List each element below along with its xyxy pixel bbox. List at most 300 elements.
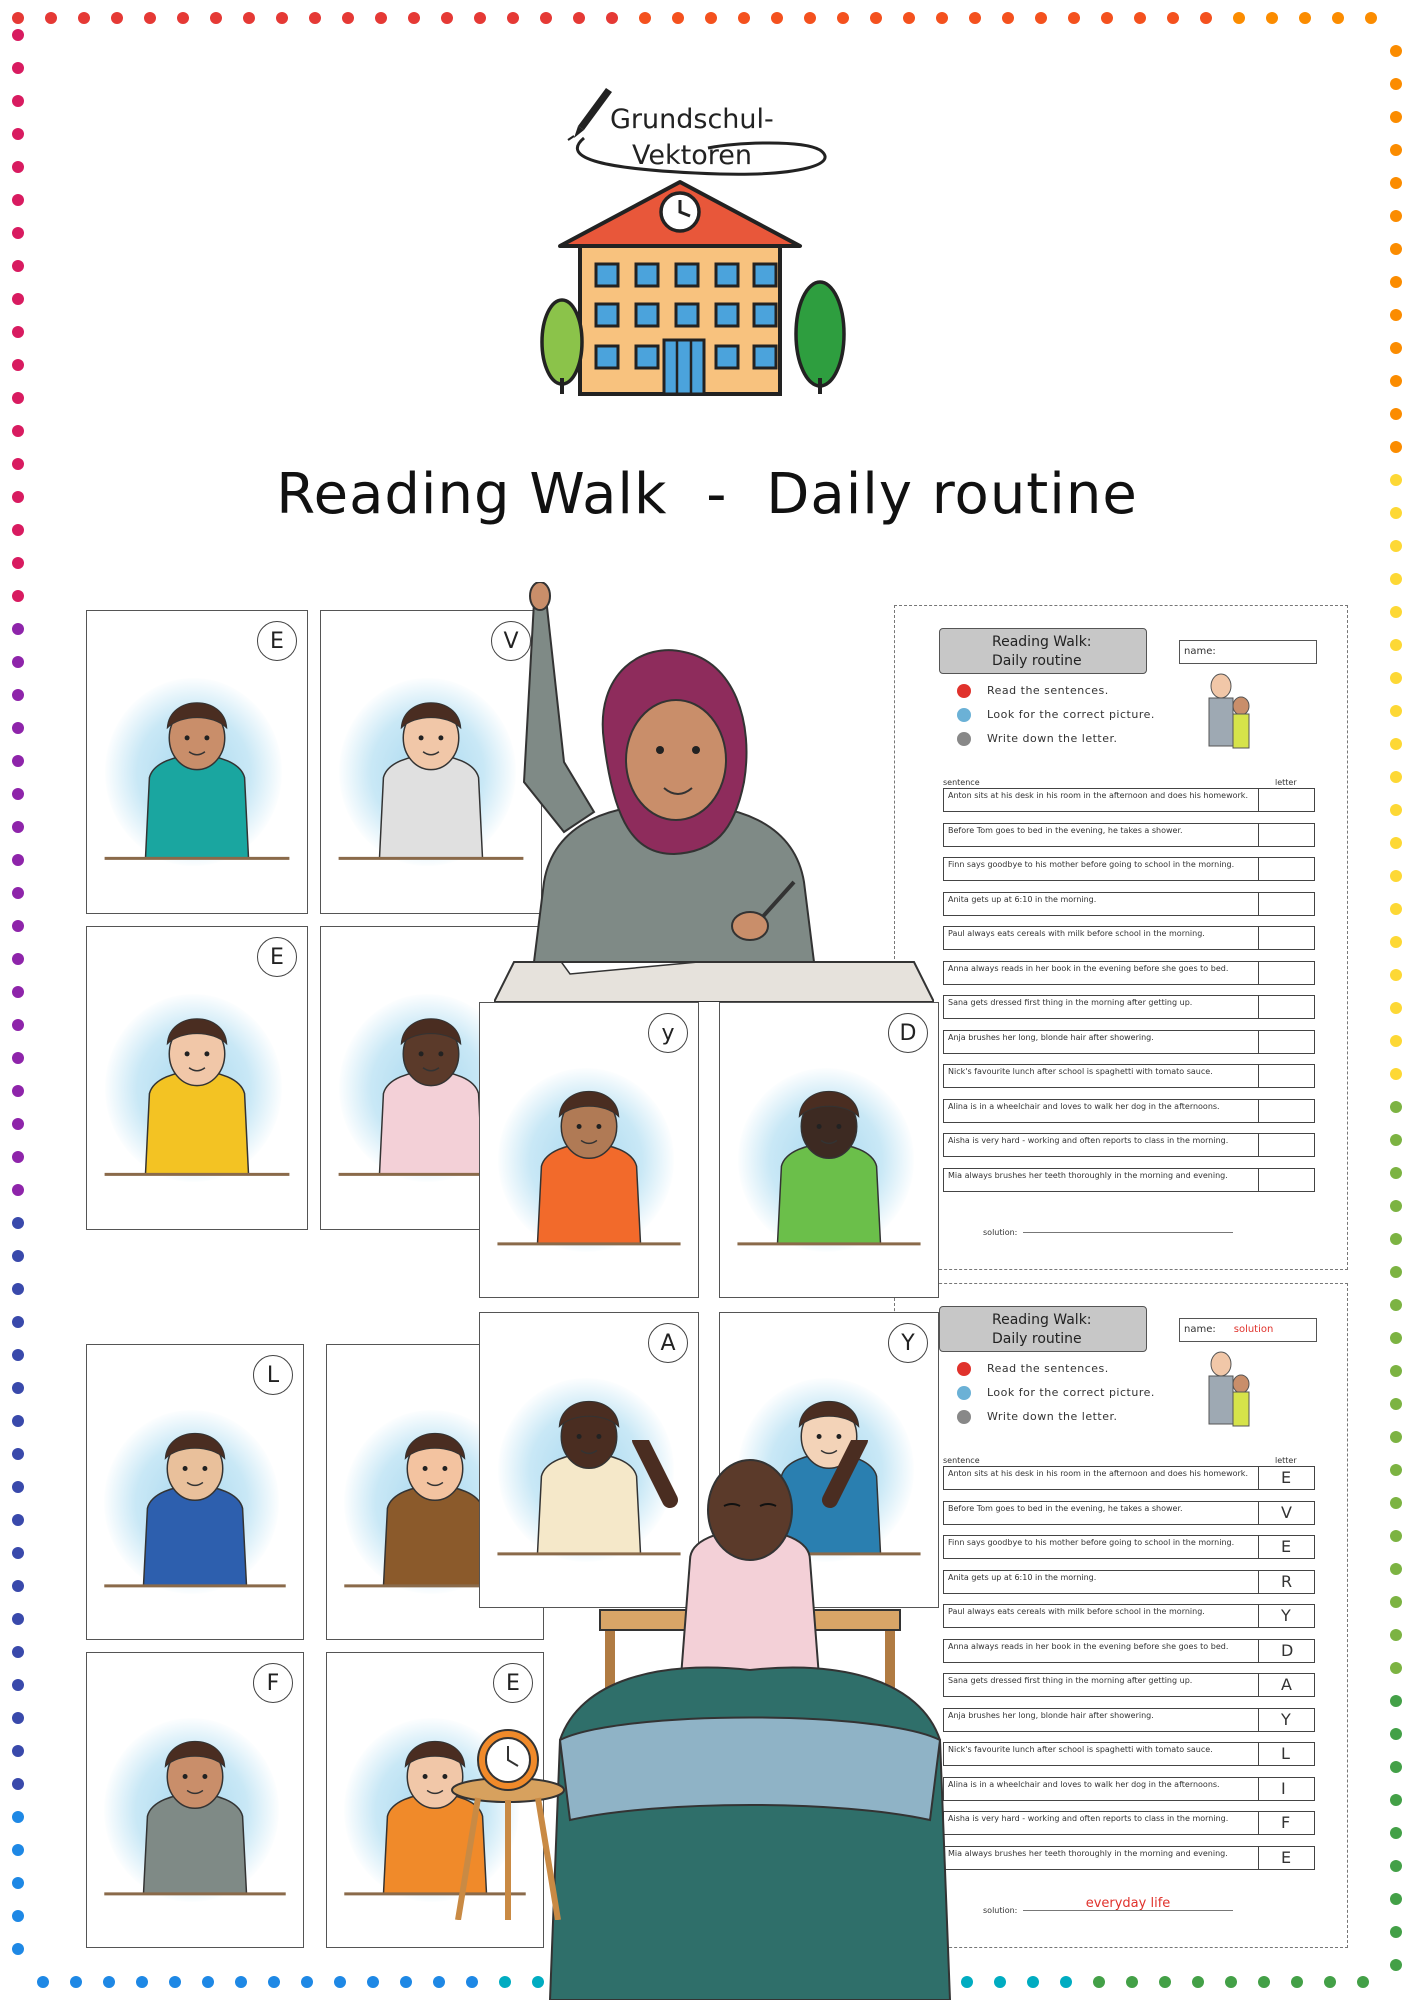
border-dot bbox=[1126, 1976, 1138, 1988]
sentence-text: Before Tom goes to bed in the evening, he takes a shower. bbox=[948, 1503, 1183, 1513]
border-dot bbox=[202, 1976, 214, 1988]
border-dot bbox=[12, 161, 24, 173]
name-field[interactable] bbox=[1179, 640, 1317, 664]
letter-cell[interactable] bbox=[1258, 789, 1314, 811]
sentence-text: Anton sits at his desk in his room in the afternoon and does his homework. bbox=[948, 791, 1248, 800]
girl-waking-up-illustration bbox=[540, 1440, 960, 2000]
border-dot bbox=[12, 1580, 24, 1592]
letter-cell[interactable]: L bbox=[1258, 1743, 1314, 1765]
letter-cell[interactable] bbox=[1258, 893, 1314, 915]
sentence-row bbox=[943, 857, 1315, 881]
border-dot bbox=[1101, 12, 1113, 24]
border-dot bbox=[12, 1514, 24, 1526]
border-dot bbox=[1390, 1464, 1402, 1476]
border-dot bbox=[12, 293, 24, 305]
border-dot bbox=[1060, 1976, 1072, 1988]
letter-cell[interactable]: Y bbox=[1258, 1605, 1314, 1627]
border-dot bbox=[1390, 1827, 1402, 1839]
border-dot bbox=[12, 425, 24, 437]
solution-mark: solution bbox=[1233, 1324, 1274, 1335]
border-dot bbox=[169, 1976, 181, 1988]
card-letter-badge: V bbox=[491, 621, 531, 661]
border-dot bbox=[12, 590, 24, 602]
sentence-text: Finn says goodbye to his mother before going to school in the morning. bbox=[948, 860, 1235, 869]
border-dot bbox=[1390, 1101, 1402, 1113]
border-dot bbox=[12, 1778, 24, 1790]
letter-cell[interactable]: A bbox=[1258, 1674, 1314, 1696]
sentence-row bbox=[943, 1099, 1315, 1123]
border-dot bbox=[12, 1877, 24, 1889]
border-dot bbox=[1390, 903, 1402, 915]
border-dot bbox=[870, 12, 882, 24]
letter-cell[interactable] bbox=[1258, 1169, 1314, 1191]
sentence-row bbox=[943, 1604, 1315, 1628]
border-dot bbox=[12, 1217, 24, 1229]
card-letter-badge: E bbox=[257, 621, 297, 661]
tree-left-icon bbox=[542, 300, 582, 394]
sentence-row bbox=[943, 1673, 1315, 1697]
letter-cell[interactable] bbox=[1258, 1134, 1314, 1156]
instruction-text: Read the sentences. bbox=[987, 684, 1109, 697]
sentence-text: Mia always brushes her teeth thoroughly in the morning and evening. bbox=[948, 1848, 1228, 1858]
border-dot bbox=[1390, 177, 1402, 189]
letter-column-header: letter bbox=[1275, 1456, 1297, 1465]
logo-line1: Grundschul- bbox=[610, 104, 774, 135]
letter-cell[interactable] bbox=[1258, 1065, 1314, 1087]
border-dot bbox=[1390, 1728, 1402, 1740]
solution-field[interactable] bbox=[1023, 1218, 1233, 1233]
border-dot bbox=[969, 12, 981, 24]
border-dot bbox=[103, 1976, 115, 1988]
worksheet-heading-line1: Reading Walk: bbox=[992, 634, 1092, 650]
sentence-row bbox=[943, 1535, 1315, 1559]
title-dash: - bbox=[706, 462, 728, 527]
border-dot bbox=[1390, 1563, 1402, 1575]
border-dot bbox=[771, 12, 783, 24]
name-label: name: bbox=[1184, 1324, 1216, 1335]
border-dot bbox=[12, 1481, 24, 1493]
border-dot bbox=[70, 1976, 82, 1988]
mother-child-icon bbox=[1195, 672, 1265, 764]
worksheet-solution bbox=[894, 1283, 1348, 1948]
worksheet-heading-line1: Reading Walk: bbox=[992, 1312, 1092, 1328]
border-dot bbox=[1390, 1002, 1402, 1014]
sentence-row bbox=[943, 1777, 1315, 1801]
border-dot bbox=[1390, 1662, 1402, 1674]
border-dot bbox=[1390, 573, 1402, 585]
sentence-text: Anita gets up at 6:10 in the morning. bbox=[948, 894, 1097, 904]
sentence-row bbox=[943, 1030, 1315, 1054]
sentence-row bbox=[943, 1846, 1315, 1870]
sentence-text: Anna always reads in her book in the evening before she goes to bed. bbox=[948, 963, 1229, 973]
border-dot bbox=[12, 359, 24, 371]
border-dot bbox=[12, 194, 24, 206]
tree-right-icon bbox=[796, 282, 844, 394]
border-dot bbox=[1390, 375, 1402, 387]
card-letter-badge: A bbox=[648, 1323, 688, 1363]
border-dot bbox=[1390, 1167, 1402, 1179]
border-dot bbox=[210, 12, 222, 24]
border-dot bbox=[1390, 1893, 1402, 1905]
border-dot bbox=[1390, 1629, 1402, 1641]
border-dot bbox=[375, 12, 387, 24]
border-dot bbox=[1390, 210, 1402, 222]
border-dot bbox=[408, 12, 420, 24]
girl-raising-hand-illustration bbox=[494, 582, 934, 1002]
alarm-clock-icon bbox=[448, 1720, 568, 1920]
sentence-row bbox=[943, 1064, 1315, 1088]
letter-cell[interactable]: R bbox=[1258, 1571, 1314, 1593]
sentence-text: Anja brushes her long, blonde hair after showering. bbox=[948, 1032, 1154, 1042]
card-letter-badge: F bbox=[253, 1663, 293, 1703]
border-dot bbox=[1390, 1398, 1402, 1410]
border-dot bbox=[12, 1382, 24, 1394]
border-dot bbox=[1390, 804, 1402, 816]
border-dot bbox=[1390, 1497, 1402, 1509]
border-dot bbox=[12, 1811, 24, 1823]
border-dot bbox=[12, 656, 24, 668]
magnifier-icon bbox=[955, 1384, 973, 1402]
card-letter-badge: E bbox=[257, 937, 297, 977]
border-dot bbox=[1134, 12, 1146, 24]
border-dot bbox=[1390, 1431, 1402, 1443]
border-dot bbox=[12, 1547, 24, 1559]
border-dot bbox=[1324, 1976, 1336, 1988]
border-dot bbox=[12, 1052, 24, 1064]
border-dot bbox=[136, 1976, 148, 1988]
border-dot bbox=[12, 128, 24, 140]
border-dot bbox=[1200, 12, 1212, 24]
instruction-text: Write down the letter. bbox=[987, 1410, 1118, 1423]
sentence-row bbox=[943, 926, 1315, 950]
border-dot bbox=[1390, 408, 1402, 420]
border-dot bbox=[1390, 870, 1402, 882]
letter-cell[interactable]: E bbox=[1258, 1536, 1314, 1558]
letter-column-header: letter bbox=[1275, 778, 1297, 787]
border-dot bbox=[1390, 771, 1402, 783]
letter-cell[interactable] bbox=[1258, 962, 1314, 984]
sentence-row bbox=[943, 1639, 1315, 1663]
border-dot bbox=[37, 1976, 49, 1988]
border-dot bbox=[1027, 1976, 1039, 1988]
border-dot bbox=[672, 12, 684, 24]
sentence-row bbox=[943, 1133, 1315, 1157]
sentence-text: Aisha is very hard - working and often reports to class in the morning. bbox=[948, 1136, 1229, 1145]
border-dot bbox=[1390, 837, 1402, 849]
border-dot bbox=[177, 12, 189, 24]
sentence-text: Nick's favourite lunch after school is spaghetti with tomato sauce. bbox=[948, 1067, 1213, 1076]
border-dot bbox=[1390, 1200, 1402, 1212]
border-dot bbox=[441, 12, 453, 24]
border-dot bbox=[1068, 12, 1080, 24]
border-dot bbox=[1390, 1761, 1402, 1773]
border-dot bbox=[12, 1316, 24, 1328]
letter-cell[interactable]: I bbox=[1258, 1778, 1314, 1800]
border-dot bbox=[12, 95, 24, 107]
border-dot bbox=[1390, 1134, 1402, 1146]
border-dot bbox=[12, 1151, 24, 1163]
border-dot bbox=[936, 12, 948, 24]
border-dot bbox=[12, 920, 24, 932]
border-dot bbox=[1390, 1299, 1402, 1311]
solution-field[interactable]: everyday life bbox=[1023, 1896, 1233, 1911]
worksheet-heading-line2: Daily routine bbox=[992, 1331, 1082, 1347]
card-letter-badge: D bbox=[888, 1013, 928, 1053]
border-dot bbox=[12, 953, 24, 965]
picture-card bbox=[719, 1002, 939, 1298]
border-dot bbox=[12, 1448, 24, 1460]
sentence-row bbox=[943, 1811, 1315, 1835]
border-dot bbox=[235, 1976, 247, 1988]
worksheet-heading bbox=[939, 628, 1147, 674]
border-dot bbox=[1266, 12, 1278, 24]
border-dot bbox=[499, 1976, 511, 1988]
border-dot bbox=[639, 12, 651, 24]
border-dot bbox=[466, 1976, 478, 1988]
border-dot bbox=[1332, 12, 1344, 24]
border-dot bbox=[12, 1349, 24, 1361]
border-dot bbox=[12, 854, 24, 866]
border-dot bbox=[474, 12, 486, 24]
border-dot bbox=[1035, 12, 1047, 24]
border-dot bbox=[1390, 1959, 1402, 1971]
border-dot bbox=[1291, 1976, 1303, 1988]
border-dot bbox=[12, 1943, 24, 1955]
border-dot bbox=[1390, 705, 1402, 717]
picture-card bbox=[479, 1002, 699, 1298]
border-dot bbox=[606, 12, 618, 24]
border-dot bbox=[1390, 1266, 1402, 1278]
border-dot bbox=[12, 1613, 24, 1625]
name-label: name: bbox=[1184, 646, 1216, 657]
border-dot bbox=[12, 260, 24, 272]
border-dot bbox=[1390, 1332, 1402, 1344]
letter-cell[interactable]: E bbox=[1258, 1467, 1314, 1489]
border-dot bbox=[12, 1250, 24, 1262]
border-dot bbox=[78, 12, 90, 24]
border-dot bbox=[12, 1745, 24, 1757]
sentence-text: Sana gets dressed first thing in the morning after getting up. bbox=[948, 998, 1193, 1007]
border-dot bbox=[12, 689, 24, 701]
pencil-icon bbox=[955, 1408, 973, 1426]
border-dot bbox=[12, 1118, 24, 1130]
border-dot bbox=[144, 12, 156, 24]
letter-cell[interactable] bbox=[1258, 1100, 1314, 1122]
instruction-text: Write down the letter. bbox=[987, 732, 1118, 745]
title-part1: Reading Walk bbox=[276, 462, 668, 527]
border-dot bbox=[1357, 1976, 1369, 1988]
sentence-text: Alina is in a wheelchair and loves to walk her dog in the afternoons. bbox=[948, 1779, 1220, 1789]
letter-cell[interactable] bbox=[1258, 996, 1314, 1018]
border-dot bbox=[1390, 738, 1402, 750]
page-title bbox=[0, 462, 1414, 527]
border-dot bbox=[1390, 78, 1402, 90]
border-dot bbox=[1390, 969, 1402, 981]
sentence-text: Finn says goodbye to his mother before going to school in the morning. bbox=[948, 1538, 1235, 1547]
solution-label: solution: bbox=[983, 1906, 1018, 1915]
border-dot bbox=[12, 29, 24, 41]
letter-cell[interactable]: D bbox=[1258, 1640, 1314, 1662]
sentence-row bbox=[943, 1570, 1315, 1594]
border-dot bbox=[1365, 12, 1377, 24]
border-dot bbox=[12, 1184, 24, 1196]
border-dot bbox=[12, 986, 24, 998]
border-dot bbox=[1390, 144, 1402, 156]
title-part2: Daily routine bbox=[766, 462, 1138, 527]
sentence-text: Mia always brushes her teeth thoroughly in the morning and evening. bbox=[948, 1170, 1228, 1180]
worksheet-blank bbox=[894, 605, 1348, 1270]
magnifier-icon bbox=[955, 706, 973, 724]
border-dot bbox=[961, 1976, 973, 1988]
border-dot bbox=[12, 1085, 24, 1097]
sentence-row bbox=[943, 892, 1315, 916]
border-dot bbox=[1390, 1596, 1402, 1608]
card-letter-badge: E bbox=[493, 1663, 533, 1703]
sentence-text: Anja brushes her long, blonde hair after showering. bbox=[948, 1710, 1154, 1720]
mother-child-icon bbox=[1195, 1350, 1265, 1442]
border-dot bbox=[433, 1976, 445, 1988]
letter-cell[interactable] bbox=[1258, 927, 1314, 949]
border-dot bbox=[1390, 540, 1402, 552]
border-dot bbox=[1390, 45, 1402, 57]
letter-cell[interactable]: E bbox=[1258, 1847, 1314, 1869]
border-dot bbox=[540, 12, 552, 24]
sentence-row bbox=[943, 788, 1315, 812]
sentence-column-header: sentence bbox=[943, 778, 980, 787]
border-dot bbox=[1159, 1976, 1171, 1988]
sentence-row bbox=[943, 1466, 1315, 1490]
sentence-text: Aisha is very hard - working and often reports to class in the morning. bbox=[948, 1814, 1229, 1823]
border-dot bbox=[342, 12, 354, 24]
border-dot bbox=[243, 12, 255, 24]
border-dot bbox=[1390, 606, 1402, 618]
border-dot bbox=[309, 12, 321, 24]
border-dot bbox=[705, 12, 717, 24]
border-dot bbox=[1167, 12, 1179, 24]
letter-cell[interactable] bbox=[1258, 824, 1314, 846]
person-reading-icon bbox=[955, 682, 973, 700]
card-letter-badge: Y bbox=[888, 1323, 928, 1363]
sentence-text: Sana gets dressed first thing in the morning after getting up. bbox=[948, 1676, 1193, 1685]
border-dot bbox=[1390, 1233, 1402, 1245]
name-field[interactable] bbox=[1179, 1318, 1317, 1342]
sentence-row bbox=[943, 1742, 1315, 1766]
border-dot bbox=[12, 788, 24, 800]
letter-cell[interactable] bbox=[1258, 858, 1314, 880]
border-dot bbox=[1390, 1695, 1402, 1707]
border-dot bbox=[1390, 111, 1402, 123]
border-dot bbox=[268, 1976, 280, 1988]
border-dot bbox=[12, 12, 24, 24]
border-dot bbox=[994, 1976, 1006, 1988]
border-dot bbox=[1390, 1068, 1402, 1080]
border-dot bbox=[12, 722, 24, 734]
border-dot bbox=[1390, 1860, 1402, 1872]
picture-card bbox=[86, 926, 308, 1230]
solution-label: solution: bbox=[983, 1228, 1018, 1237]
border-dot bbox=[1390, 441, 1402, 453]
border-dot bbox=[276, 12, 288, 24]
letter-cell[interactable]: V bbox=[1258, 1502, 1314, 1524]
border-dot bbox=[1390, 342, 1402, 354]
sentence-column-header: sentence bbox=[943, 1456, 980, 1465]
instruction-text: Look for the correct picture. bbox=[987, 1386, 1155, 1399]
pen-icon bbox=[568, 88, 612, 140]
instruction-text: Look for the correct picture. bbox=[987, 708, 1155, 721]
sentence-text: Alina is in a wheelchair and loves to walk her dog in the afternoons. bbox=[948, 1101, 1220, 1111]
instruction-text: Read the sentences. bbox=[987, 1362, 1109, 1375]
border-dot bbox=[12, 1415, 24, 1427]
border-dot bbox=[1390, 672, 1402, 684]
border-dot bbox=[1233, 12, 1245, 24]
person-reading-icon bbox=[955, 1360, 973, 1378]
border-dot bbox=[1390, 1926, 1402, 1938]
border-dot bbox=[1390, 1035, 1402, 1047]
sentence-row bbox=[943, 961, 1315, 985]
border-dot bbox=[12, 1910, 24, 1922]
card-letter-badge: L bbox=[253, 1355, 293, 1395]
sentence-text: Paul always eats cereals with milk before school in the morning. bbox=[948, 929, 1205, 938]
border-dot bbox=[12, 1283, 24, 1295]
sentence-text: Anton sits at his desk in his room in the afternoon and does his homework. bbox=[948, 1469, 1248, 1478]
border-dot bbox=[1192, 1976, 1204, 1988]
logo-line2: Vektoren bbox=[632, 140, 752, 171]
worksheet-heading-line2: Daily routine bbox=[992, 653, 1082, 669]
letter-cell[interactable] bbox=[1258, 1031, 1314, 1053]
border-dot bbox=[1225, 1976, 1237, 1988]
border-dot bbox=[1258, 1976, 1270, 1988]
letter-cell[interactable]: Y bbox=[1258, 1709, 1314, 1731]
sentence-text: Nick's favourite lunch after school is spaghetti with tomato sauce. bbox=[948, 1745, 1213, 1754]
sentence-row bbox=[943, 995, 1315, 1019]
border-dot bbox=[1390, 1365, 1402, 1377]
border-dot bbox=[837, 12, 849, 24]
border-dot bbox=[507, 12, 519, 24]
picture-card bbox=[86, 1344, 304, 1640]
border-dot bbox=[12, 821, 24, 833]
border-dot bbox=[738, 12, 750, 24]
sentence-row bbox=[943, 1501, 1315, 1525]
picture-card bbox=[86, 610, 308, 914]
border-dot bbox=[804, 12, 816, 24]
border-dot bbox=[1390, 309, 1402, 321]
border-dot bbox=[367, 1976, 379, 1988]
sentence-row bbox=[943, 1168, 1315, 1192]
school-building-icon bbox=[560, 182, 800, 394]
border-dot bbox=[12, 392, 24, 404]
border-dot bbox=[1390, 1530, 1402, 1542]
sentence-text: Anita gets up at 6:10 in the morning. bbox=[948, 1572, 1097, 1582]
border-dot bbox=[12, 557, 24, 569]
border-dot bbox=[12, 623, 24, 635]
sentence-row bbox=[943, 823, 1315, 847]
sentence-row bbox=[943, 1708, 1315, 1732]
border-dot bbox=[12, 62, 24, 74]
border-dot bbox=[1390, 1794, 1402, 1806]
sentence-text: Paul always eats cereals with milk before school in the morning. bbox=[948, 1607, 1205, 1616]
pencil-icon bbox=[955, 730, 973, 748]
border-dot bbox=[45, 12, 57, 24]
card-letter-badge: y bbox=[648, 1013, 688, 1053]
border-dot bbox=[1299, 12, 1311, 24]
border-dot bbox=[1002, 12, 1014, 24]
letter-cell[interactable]: F bbox=[1258, 1812, 1314, 1834]
sentence-text: Anna always reads in her book in the evening before she goes to bed. bbox=[948, 1641, 1229, 1651]
border-dot bbox=[334, 1976, 346, 1988]
border-dot bbox=[12, 1646, 24, 1658]
border-dot bbox=[12, 755, 24, 767]
border-dot bbox=[12, 1679, 24, 1691]
